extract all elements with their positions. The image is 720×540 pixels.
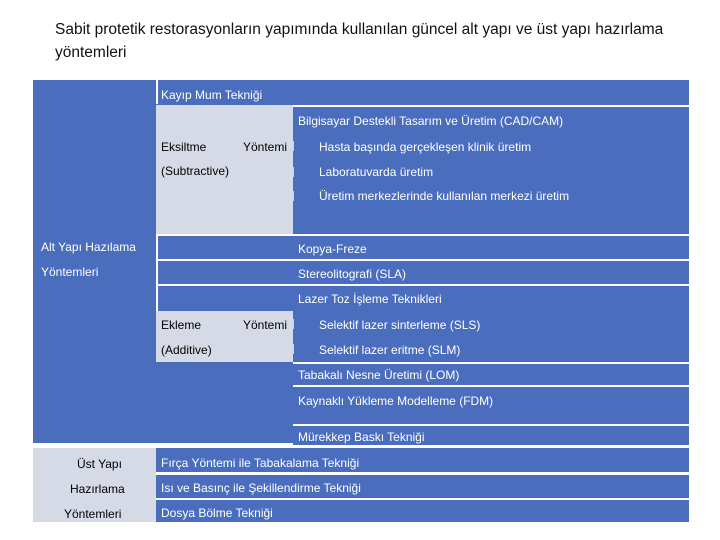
ekleme-word2: Yöntemi [243,318,288,332]
page-title: Sabit protetik restorasyonların yapımında kullanılan güncel alt yapı ve üst yapı hazırlama yöntemleri [55,21,664,61]
kayip-mum-label: Kayıp Mum Tekniği [161,88,263,102]
alt-yapi-label-line2: Yöntemleri [41,265,99,279]
lazer-toz-label: Lazer Toz İşleme Teknikleri [298,292,442,306]
eksiltme-word2: Yöntemi [243,140,288,154]
eksiltme-word1: Eksiltme [161,140,207,154]
kopya-freze-label: Kopya-Freze [298,242,367,256]
kopya-freze-row [156,234,689,260]
ust-yapi-label-line1: Üst Yapı [77,457,122,471]
cadcam-item-1: Hasta başında gerçekleşen klinik üretim [319,140,532,154]
ekleme-line2: (Additive) [161,343,212,357]
ust-yapi-label-line3: Yöntemleri [64,507,122,521]
ekleme-word1: Ekleme [161,318,202,332]
cadcam-item-3: Üretim merkezlerinde kullanılan merkezi üretim [319,189,570,203]
cadcam-sep-1 [292,141,294,151]
cadcam-header-text: Bilgisayar Destekli Tasarım ve Üretim (CAD/CAM) [298,114,564,128]
eksiltme-line2: (Subtractive) [161,164,230,178]
ust-yapi-item-1: Fırça Yöntemi ile Tabakalama Tekniği [161,456,360,470]
ust-yapi-item-2: Isı ve Basınç ile Şekillendirme Tekniği [161,481,361,495]
sla-row [156,259,689,285]
cadcam-sep-2 [292,167,294,177]
alt-yapi-label-line1: Alt Yapı Hazılama [41,240,136,254]
lazer-item-2: Selektif lazer eritme (SLM) [319,343,461,357]
cadcam-sep-3 [292,191,294,201]
ust-yapi-label-line2: Hazırlama [70,482,125,496]
murekkep-label: Mürekkep Baskı Tekniği [298,430,425,444]
lazer-item-1: Selektif lazer sinterleme (SLS) [319,318,481,332]
cadcam-item-2: Laboratuvarda üretim [319,165,434,179]
ust-yapi-item-3: Dosya Bölme Tekniği [161,506,273,520]
lom-label: Tabakalı Nesne Üretimi (LOM) [298,368,460,382]
sla-label: Stereolitografi (SLA) [298,267,407,281]
lazer-sep-1 [292,319,294,329]
fdm-label: Kaynaklı Yükleme Modelleme (FDM) [298,394,494,408]
lazer-sep-2 [292,344,294,354]
